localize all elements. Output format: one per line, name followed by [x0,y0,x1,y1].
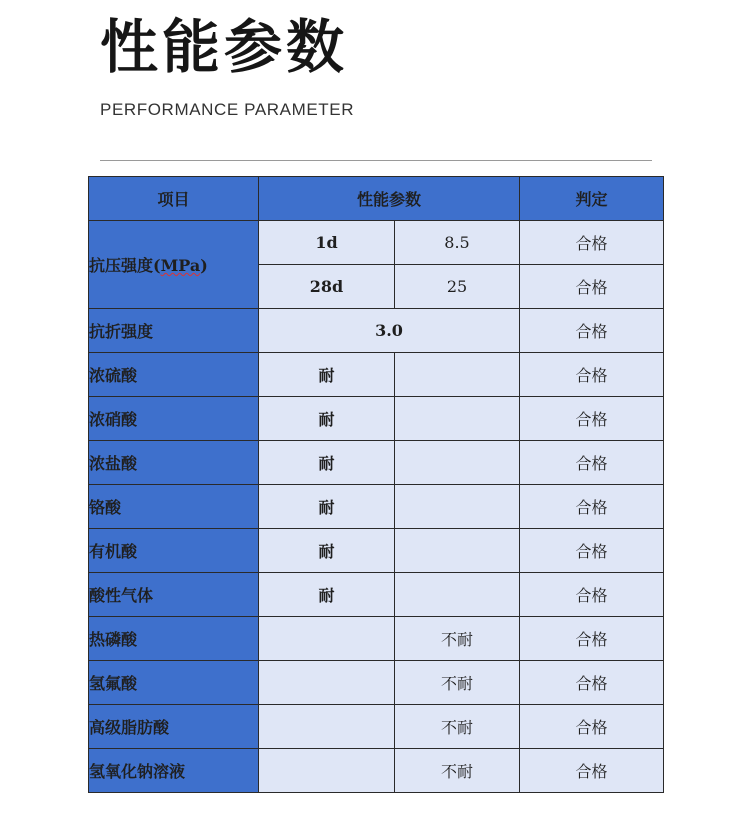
table-row [89,749,664,793]
table-row [89,705,664,749]
chemical-label: 浓硫酸 [89,353,259,397]
compressive-strength-label: 抗压强度(MPa) [89,221,259,309]
resistant-cell: 耐 [259,529,395,573]
resistant-cell: 耐 [259,573,395,617]
header-item: 项目 [89,177,259,221]
chemical-label: 氢氧化钠溶液 [89,749,259,793]
not-resistant-cell [395,529,520,573]
result-cell: 合格 [520,353,664,397]
flexural-strength-label: 抗折强度 [89,309,259,353]
result-cell: 合格 [520,221,664,265]
table-row [89,441,664,485]
page-title: 性能参数 [100,13,349,81]
result-cell: 合格 [520,485,664,529]
table-row [89,353,664,397]
page-subtitle: PERFORMANCE PARAMETER [100,100,355,119]
table-header-row [89,177,664,221]
result-cell: 合格 [520,397,664,441]
table-row [89,397,664,441]
result-cell: 合格 [520,529,664,573]
unit-mpa: MPa [160,256,201,275]
performance-table [88,176,664,793]
resistant-cell: 耐 [259,397,395,441]
not-resistant-cell [395,573,520,617]
table-row [89,661,664,705]
chemical-label: 有机酸 [89,529,259,573]
header-judgement: 判定 [520,177,664,221]
table-row [89,485,664,529]
chemical-label: 高级脂肪酸 [89,705,259,749]
value-cell: 3.0 [259,309,520,353]
not-resistant-cell: 不耐 [395,749,520,793]
resistant-cell [259,661,395,705]
not-resistant-cell [395,485,520,529]
chemical-label: 热磷酸 [89,617,259,661]
table-row [89,617,664,661]
age-cell: 28d [259,265,395,309]
chemical-label: 浓硝酸 [89,397,259,441]
resistant-cell: 耐 [259,441,395,485]
table-row [89,529,664,573]
result-cell: 合格 [520,749,664,793]
result-cell: 合格 [520,573,664,617]
resistant-cell: 耐 [259,485,395,529]
age-cell: 1d [259,221,395,265]
chemical-label: 氢氟酸 [89,661,259,705]
resistant-cell [259,749,395,793]
not-resistant-cell: 不耐 [395,661,520,705]
result-cell: 合格 [520,705,664,749]
not-resistant-cell: 不耐 [395,617,520,661]
not-resistant-cell [395,441,520,485]
chemical-label: 浓盐酸 [89,441,259,485]
not-resistant-cell [395,397,520,441]
table-row [89,573,664,617]
not-resistant-cell: 不耐 [395,705,520,749]
result-cell: 合格 [520,309,664,353]
value-cell: 8.5 [395,221,520,265]
result-cell: 合格 [520,441,664,485]
chemical-label: 酸性气体 [89,573,259,617]
divider [100,160,652,161]
result-cell: 合格 [520,265,664,309]
table-row [89,309,664,353]
resistant-cell [259,617,395,661]
chemical-label: 铬酸 [89,485,259,529]
not-resistant-cell [395,353,520,397]
result-cell: 合格 [520,661,664,705]
table-row [89,221,664,265]
resistant-cell [259,705,395,749]
result-cell: 合格 [520,617,664,661]
resistant-cell: 耐 [259,353,395,397]
value-cell: 25 [395,265,520,309]
header-params: 性能参数 [259,177,520,221]
